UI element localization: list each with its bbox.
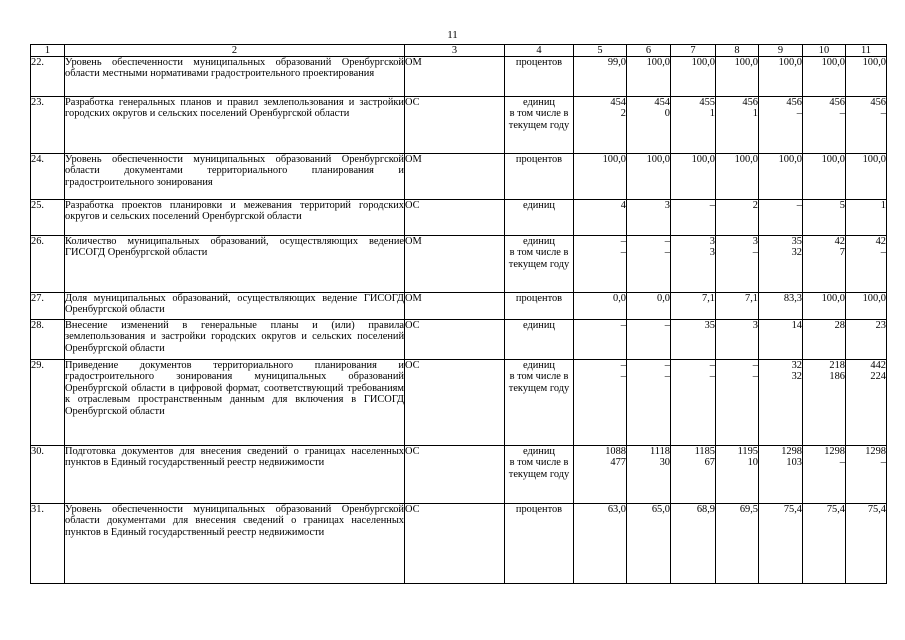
value: – [796, 200, 802, 211]
value-cell [671, 293, 716, 320]
value-cell [627, 57, 671, 97]
table-row [31, 57, 887, 97]
value: 100,0 [646, 57, 670, 68]
value: – [664, 371, 670, 383]
value: 100,0 [602, 154, 626, 165]
table-row [31, 154, 887, 200]
indicator-type: ОС [405, 320, 505, 360]
unit-cell [505, 446, 574, 504]
value: – [880, 247, 886, 259]
value-cell [716, 154, 759, 200]
value-cell [671, 200, 716, 236]
indicator-type: ОМ [405, 57, 505, 97]
value: 5 [839, 200, 845, 211]
value: – [752, 360, 758, 371]
value: 456 [829, 97, 845, 108]
value-cell [671, 504, 716, 584]
value-cell [803, 360, 846, 446]
indicator-name: Разработка проектов планировки и межевания территорий городских округов и сельских поселений Оренбургской области [65, 200, 405, 236]
value-cell [574, 200, 627, 236]
value-cell [803, 236, 846, 293]
value: 100,0 [691, 154, 715, 165]
value: 83,3 [783, 293, 802, 304]
value-cell [671, 236, 716, 293]
value-cell [846, 200, 887, 236]
row-number: 22. [31, 57, 65, 97]
value: 0 [664, 108, 670, 120]
unit-label: единиц [522, 446, 555, 457]
value-cell [627, 320, 671, 360]
indicator-name: Подготовка документов для внесения сведений о границах населенных пунктов в Единый государственный реестр недвижимости [65, 446, 405, 504]
value: 7,1 [702, 293, 715, 304]
value: 42 [875, 236, 886, 247]
value-cell [574, 293, 627, 320]
table-row [31, 236, 887, 293]
value-cell [574, 446, 627, 504]
value: 65,0 [651, 504, 670, 515]
value: 42 [834, 236, 845, 247]
unit-label: единиц [522, 236, 555, 247]
value: 3 [709, 247, 715, 259]
indicator-type: ОМ [405, 154, 505, 200]
value: 1088 [605, 446, 626, 457]
value-cell [716, 293, 759, 320]
unit-cell [505, 200, 574, 236]
unit-label: единиц [522, 360, 555, 371]
indicator-type: ОС [405, 446, 505, 504]
value-cell [627, 293, 671, 320]
value-cell [846, 320, 887, 360]
value: 1 [709, 108, 715, 120]
value: 67 [704, 457, 715, 469]
value: 35 [704, 320, 715, 331]
row-number: 23. [31, 97, 65, 154]
value: 1298 [824, 446, 845, 457]
value: 7,1 [745, 293, 758, 304]
unit-cell [505, 320, 574, 360]
indicator-type: ОС [405, 504, 505, 584]
value-cell [846, 504, 887, 584]
value: 100,0 [734, 57, 758, 68]
unit-label: процентов [515, 293, 563, 304]
value: 100,0 [862, 293, 886, 304]
unit-label: в том числе в текущем году [508, 247, 570, 270]
value-cell [846, 360, 887, 446]
value: 454 [610, 97, 626, 108]
value: 23 [875, 320, 886, 331]
value: 32 [791, 371, 802, 383]
table-row [31, 446, 887, 504]
value: – [752, 371, 758, 383]
unit-label: в том числе в текущем году [508, 108, 570, 131]
indicator-name: Уровень обеспеченности муниципальных образований Оренбургской области документами территориального планирования и градостроительного зонирования [65, 154, 405, 200]
value: – [664, 247, 670, 259]
value: 100,0 [821, 154, 845, 165]
header-cell: 7 [671, 45, 716, 57]
value-cell [803, 504, 846, 584]
value: 3 [752, 236, 758, 247]
row-number: 28. [31, 320, 65, 360]
value: 75,4 [867, 504, 886, 515]
value: 186 [829, 371, 845, 383]
value: 454 [654, 97, 670, 108]
value: 69,5 [739, 504, 758, 515]
value-cell [716, 320, 759, 360]
value-cell [627, 446, 671, 504]
value-cell [759, 97, 803, 154]
unit-cell [505, 236, 574, 293]
value: – [620, 360, 626, 371]
header-cell: 5 [574, 45, 627, 57]
value-cell [627, 154, 671, 200]
unit-label: в том числе в текущем году [508, 371, 570, 394]
indicator-name: Уровень обеспеченности муниципальных образований Оренбургской области документами для внесения сведений о границах населенных пунктов в Единый государственный реестр недвижимости [65, 504, 405, 584]
value-cell [574, 154, 627, 200]
value: 1298 [781, 446, 802, 457]
table-row [31, 293, 887, 320]
value: 1 [880, 200, 886, 211]
value: 1185 [694, 446, 715, 457]
value: 477 [610, 457, 626, 469]
value: 100,0 [862, 57, 886, 68]
header-cell: 9 [759, 45, 803, 57]
value: 1118 [649, 446, 670, 457]
value-cell [671, 446, 716, 504]
unit-cell [505, 360, 574, 446]
value-cell [627, 200, 671, 236]
value-cell [716, 57, 759, 97]
value-cell [671, 57, 716, 97]
table-row [31, 320, 887, 360]
value: 0,0 [657, 293, 670, 304]
indicator-name: Приведение документов территориального планирования и градостроительного зонирования муниципальных образований Оренбургской области в цифровой формат, соответствующий требованиям к отраслевым пространственным данным для включения в ГИСОГД Оренбургской области [65, 360, 405, 446]
value-cell [759, 446, 803, 504]
value-cell [759, 236, 803, 293]
page-number: 11 [447, 29, 458, 41]
value: – [664, 236, 670, 247]
value-cell [716, 504, 759, 584]
value: 3 [752, 320, 758, 331]
row-number: 29. [31, 360, 65, 446]
header-cell: 2 [65, 45, 405, 57]
table-row [31, 200, 887, 236]
indicator-type: ОС [405, 200, 505, 236]
value: 28 [834, 320, 845, 331]
value-cell [627, 504, 671, 584]
value: – [620, 236, 626, 247]
value: – [620, 320, 626, 331]
value: 1195 [737, 446, 758, 457]
value-cell [627, 236, 671, 293]
value-cell [846, 57, 887, 97]
value: 100,0 [646, 154, 670, 165]
value-cell [759, 154, 803, 200]
indicator-type: ОМ [405, 236, 505, 293]
value: 456 [870, 97, 886, 108]
value: 3 [664, 200, 670, 211]
unit-label: единиц [522, 200, 555, 211]
header-cell: 3 [405, 45, 505, 57]
header-cell: 6 [627, 45, 671, 57]
unit-cell [505, 504, 574, 584]
value: 4 [620, 200, 626, 211]
indicator-name: Количество муниципальных образований, осуществляющих ведение ГИСОГД Оренбургской области [65, 236, 405, 293]
indicator-name: Уровень обеспеченности муниципальных образований Оренбургской области местными нормативами градостроительного проектирования [65, 57, 405, 97]
unit-label: процентов [515, 154, 563, 165]
value: – [709, 200, 715, 211]
table-row [31, 97, 887, 154]
unit-cell [505, 154, 574, 200]
value-cell [627, 360, 671, 446]
value-cell [574, 57, 627, 97]
value-cell [759, 57, 803, 97]
indicators-table [30, 44, 887, 584]
value: – [620, 371, 626, 383]
unit-label: единиц [522, 97, 555, 108]
value: 100,0 [778, 57, 802, 68]
value: 75,4 [783, 504, 802, 515]
value: 456 [742, 97, 758, 108]
value: – [839, 108, 845, 120]
value-cell [671, 320, 716, 360]
value-cell [574, 236, 627, 293]
value-cell [846, 154, 887, 200]
value: – [620, 247, 626, 259]
indicator-type: ОС [405, 97, 505, 154]
value: – [664, 360, 670, 371]
value: 100,0 [821, 57, 845, 68]
row-number: 27. [31, 293, 65, 320]
value-cell [846, 97, 887, 154]
unit-cell [505, 293, 574, 320]
value-cell [716, 200, 759, 236]
header-cell: 1 [31, 45, 65, 57]
value: 63,0 [607, 504, 626, 515]
value-cell [803, 97, 846, 154]
value: 103 [786, 457, 802, 469]
indicator-name: Внесение изменений в генеральные планы и (или) правила землепользования и застройки городских округов и сельских поселений Оренбургской области [65, 320, 405, 360]
value-cell [803, 446, 846, 504]
value-cell [574, 504, 627, 584]
value: 14 [791, 320, 802, 331]
value-cell [759, 200, 803, 236]
value-cell [803, 57, 846, 97]
value: – [664, 320, 670, 331]
unit-label: процентов [515, 504, 563, 515]
value: – [709, 371, 715, 383]
value: – [752, 247, 758, 259]
value-cell [759, 293, 803, 320]
value-cell [671, 360, 716, 446]
table-row [31, 504, 887, 584]
value: 99,0 [607, 57, 626, 68]
value-cell [716, 446, 759, 504]
value: 224 [870, 371, 886, 383]
value: 0,0 [613, 293, 626, 304]
value-cell [803, 154, 846, 200]
value: 35 [791, 236, 802, 247]
value: 75,4 [826, 504, 845, 515]
value-cell [846, 293, 887, 320]
value-cell [671, 97, 716, 154]
value: – [796, 108, 802, 120]
value: 30 [659, 457, 670, 469]
value: 10 [747, 457, 758, 469]
row-number: 30. [31, 446, 65, 504]
value: 32 [791, 247, 802, 259]
value-cell [803, 293, 846, 320]
value: 100,0 [862, 154, 886, 165]
value: – [880, 457, 886, 469]
header-cell: 11 [846, 45, 887, 57]
value: 442 [870, 360, 886, 371]
value-cell [574, 360, 627, 446]
header-row [31, 45, 887, 57]
value-cell [574, 320, 627, 360]
value-cell [574, 97, 627, 154]
value: 3 [709, 236, 715, 247]
value: 1298 [865, 446, 886, 457]
table-row [31, 360, 887, 446]
value: – [839, 457, 845, 469]
row-number: 31. [31, 504, 65, 584]
value-cell [716, 97, 759, 154]
indicator-type: ОС [405, 360, 505, 446]
indicator-type: ОМ [405, 293, 505, 320]
row-number: 24. [31, 154, 65, 200]
header-cell: 10 [803, 45, 846, 57]
value: 100,0 [691, 57, 715, 68]
row-number: 26. [31, 236, 65, 293]
unit-cell [505, 57, 574, 97]
value: – [709, 360, 715, 371]
indicator-name: Разработка генеральных планов и правил землепользования и застройки городских округов и сельских поселений Оренбургской области [65, 97, 405, 154]
value: 100,0 [734, 154, 758, 165]
value-cell [846, 446, 887, 504]
value: 218 [829, 360, 845, 371]
unit-label: в том числе в текущем году [508, 457, 570, 480]
value: 2 [620, 108, 626, 120]
row-number: 25. [31, 200, 65, 236]
value-cell [759, 360, 803, 446]
value-cell [846, 236, 887, 293]
value: 100,0 [821, 293, 845, 304]
header-cell: 8 [716, 45, 759, 57]
unit-label: единиц [522, 320, 555, 331]
header-cell: 4 [505, 45, 574, 57]
unit-cell [505, 97, 574, 154]
value-cell [759, 504, 803, 584]
value: 100,0 [778, 154, 802, 165]
indicator-name: Доля муниципальных образований, осуществляющих ведение ГИСОГД Оренбургской области [65, 293, 405, 320]
value-cell [671, 154, 716, 200]
value-cell [803, 320, 846, 360]
value: 456 [786, 97, 802, 108]
value-cell [716, 360, 759, 446]
value: 68,9 [696, 504, 715, 515]
value-cell [716, 236, 759, 293]
value-cell [627, 97, 671, 154]
value-cell [759, 320, 803, 360]
unit-label: процентов [515, 57, 563, 68]
value: 32 [791, 360, 802, 371]
value: 1 [752, 108, 758, 120]
value: – [880, 108, 886, 120]
value: 2 [752, 200, 758, 211]
value: 7 [839, 247, 845, 259]
value: 455 [699, 97, 715, 108]
value-cell [803, 200, 846, 236]
